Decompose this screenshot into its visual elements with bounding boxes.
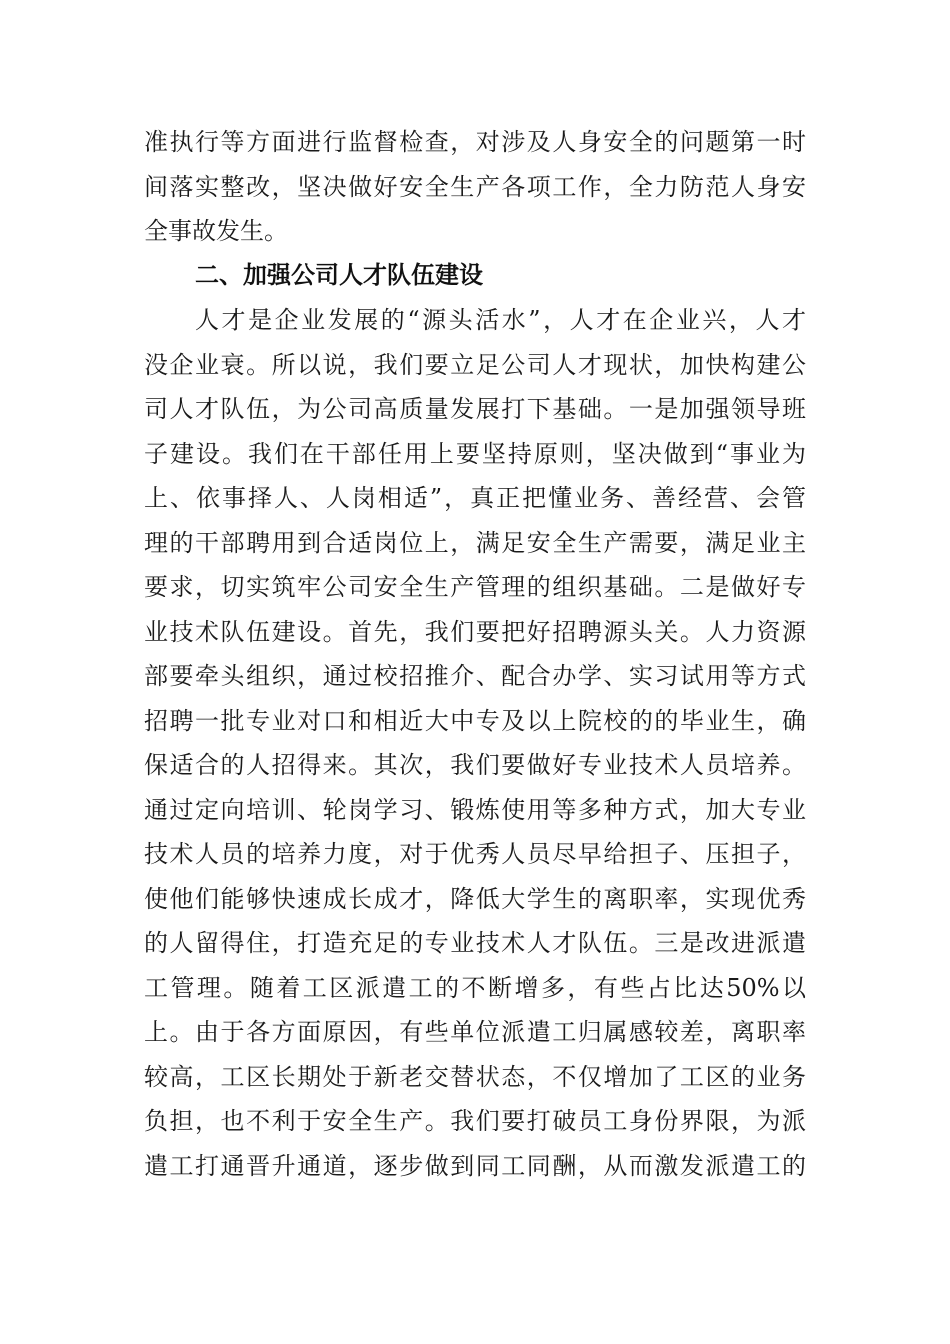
body-line: 的人留得住，打造充足的专业技术人才队伍。三是改进派遣 xyxy=(144,929,806,957)
body-line: 上。由于各方面原因，有些单位派遣工归属感较差，离职率 xyxy=(144,1018,806,1046)
body-line: 通过定向培训、轮岗学习、锻炼使用等多种方式，加大专业 xyxy=(144,796,806,824)
body-line: 使他们能够快速成长成才，降低大学生的离职率，实现优秀 xyxy=(144,885,806,913)
body-line: 招聘一批专业对口和相近大中专及以上院校的的毕业生，确 xyxy=(144,707,806,735)
body-line: 遣工打通晋升通道，逐步做到同工同酬，从而激发派遣工的 xyxy=(144,1152,806,1180)
body-line: 保适合的人招得来。其次，我们要做好专业技术人员培养。 xyxy=(144,751,806,779)
body-line: 上、依事择人、人岗相适”，真正把懂业务、善经营、会管 xyxy=(144,484,806,512)
body-line: 业技术队伍建设。首先，我们要把好招聘源头关。人力资源 xyxy=(144,618,806,646)
body-line: 司人才队伍，为公司高质量发展打下基础。一是加强领导班 xyxy=(144,395,806,423)
intro-line-2: 间落实整改，坚决做好安全生产各项工作，全力防范人身安 xyxy=(144,173,806,201)
intro-line-3: 全事故发生。 xyxy=(144,217,288,245)
body-line: 部要牵头组织，通过校招推介、配合办学、实习试用等方式 xyxy=(144,662,806,690)
body-line: 技术人员的培养力度，对于优秀人员尽早给担子、压担子， xyxy=(144,840,806,868)
body-line: 人才是企业发展的“源头活水”，人才在企业兴，人才 xyxy=(195,306,806,334)
body-line: 理的干部聘用到合适岗位上，满足安全生产需要，满足业主 xyxy=(144,529,806,557)
body-line: 负担，也不利于安全生产。我们要打破员工身份界限，为派 xyxy=(144,1107,806,1135)
body-line: 没企业衰。所以说，我们要立足公司人才现状，加快构建公 xyxy=(144,351,806,379)
body-line: 子建设。我们在干部任用上要坚持原则，坚决做到“事业为 xyxy=(144,440,806,468)
body-line: 要求，切实筑牢公司安全生产管理的组织基础。二是做好专 xyxy=(144,573,806,601)
body-line: 较高，工区长期处于新老交替状态，不仅增加了工区的业务 xyxy=(144,1063,806,1091)
intro-line-1: 准执行等方面进行监督检查，对涉及人身安全的问题第一时 xyxy=(144,128,806,156)
section-heading: 二、加强公司人才队伍建设 xyxy=(195,261,483,289)
body-line: 工管理。随着工区派遣工的不断增多，有些占比达50%以 xyxy=(144,974,806,1002)
